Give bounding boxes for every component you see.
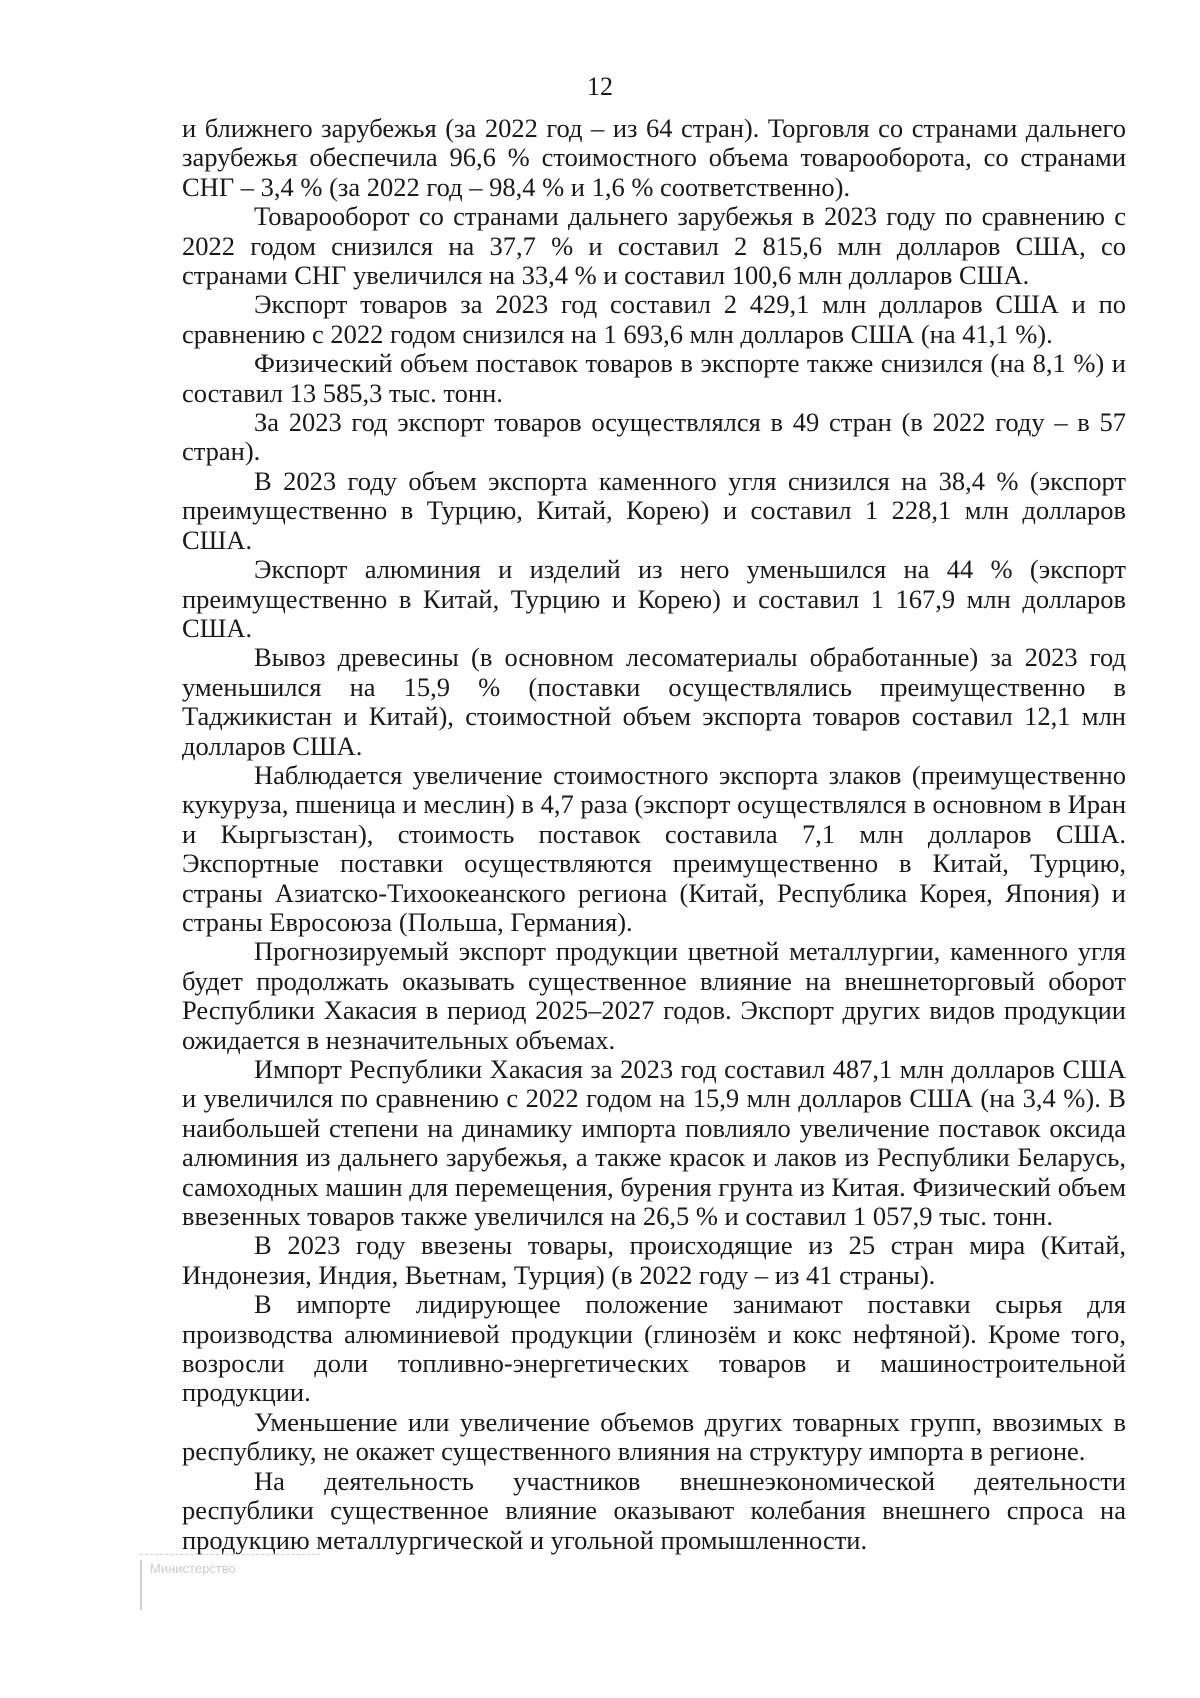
document-body: [182, 114, 1126, 1555]
paragraph: Импорт Республики Хакасия за 2023 год составил 487,1 млн долларов США и увеличился по сравнению с 2022 годом на 15,9 млн долларов США (на 3,4 %). В наибольшей степени на динамику импорта повлияло увеличение поставок оксида алюминия из дальнего зарубежья, а также красок и лаков из Республики Беларусь, самоходных машин для перемещения, бурения грунта из Китая. Физический объем ввезенных товаров также увеличился на 26,5 % и составил 1 057,9 тыс. тонн.: [182, 1054, 1126, 1232]
stamp-divider: [140, 1554, 320, 1556]
paragraph: Наблюдается увеличение стоимостного экспорта злаков (преимущественно кукуруза, пшеница и меслин) в 4,7 раза (экспорт осуществлялся в основном в Иран и Кыргызстан), стоимость поставок составила 7,1 млн долларов США. Экспортные поставки осуществляются преимущественно в Китай, Турцию, страны Азиатско-Тихоокеанского региона (Китай, Республика Корея, Япония) и страны Евросоюза (Польша, Германия).: [182, 759, 1126, 937]
stamp-line: Министерство: [150, 1561, 236, 1576]
paragraph: Экспорт товаров за 2023 год составил 2 429,1 млн долларов США и по сравнению с 2022 годом снизился на 1 693,6 млн долларов США (на 41,1 %).: [182, 289, 1126, 349]
faint-stamp: [140, 1560, 380, 1610]
paragraph: Товарооборот со странами дальнего зарубежья в 2023 году по сравнению с 2022 годом снизился на 37,7 % и составил 2 815,6 млн долларов США, со странами СНГ увеличился на 33,4 % и составил 100,6 млн долларов США.: [182, 201, 1126, 291]
paragraph: Физический объем поставок товаров в экспорте также снизился (на 8,1 %) и составил 13 585,3 тыс. тонн.: [182, 348, 1126, 408]
paragraph: В 2023 году объем экспорта каменного угля снизился на 38,4 % (экспорт преимущественно в Турцию, Китай, Корею) и составил 1 228,1 млн долларов США.: [182, 465, 1126, 555]
paragraph: За 2023 год экспорт товаров осуществлялся в 49 стран (в 2022 году – в 57 стран).: [182, 407, 1126, 467]
paragraph: В импорте лидирующее положение занимают поставки сырья для производства алюминиевой продукции (глинозём и кокс нефтяной). Кроме того, возросли доли топливно-энергетических товаров и машиностроительной продукции.: [182, 1289, 1126, 1408]
page-number: 12: [587, 72, 613, 101]
paragraph: Экспорт алюминия и изделий из него уменьшился на 44 % (экспорт преимущественно в Китай, Турцию и Корею) и составил 1 167,9 млн долларов США.: [182, 554, 1126, 643]
paragraph: Уменьшение или увеличение объемов других товарных групп, ввозимых в республику, не окажет существенного влияния на структуру импорта в регионе.: [182, 1406, 1126, 1467]
paragraph: В 2023 году ввезены товары, происходящие из 25 стран мира (Китай, Индонезия, Индия, Вьетнам, Турция) (в 2022 году – из 41 страны).: [182, 1230, 1126, 1290]
paragraph: Вывоз древесины (в основном лесоматериалы обработанные) за 2023 год уменьшился на 15,9 % (поставки осуществлялись преимущественно в Таджикистан и Китай), стоимостной объем экспорта товаров составил 12,1 млн долларов США.: [182, 642, 1126, 761]
paragraph: Прогнозируемый экспорт продукции цветной металлургии, каменного угля будет продолжать оказывать существенное влияние на внешнеторговый оборот Республики Хакасия в период 2025–2027 годов. Экспорт других видов продукции ожидается в незначительных объемах.: [182, 936, 1126, 1055]
paragraph: На деятельность участников внешнеэкономической деятельности республики существенное влияние оказывают колебания внешнего спроса на продукцию металлургической и угольной промышленности.: [182, 1465, 1126, 1555]
paragraph: и ближнего зарубежья (за 2022 год – из 64 стран). Торговля со странами дальнего зарубежья обеспечила 96,6 % стоимостного объема товарооборота, со странами СНГ – 3,4 % (за 2022 год – 98,4 % и 1,6 % соответственно).: [182, 113, 1126, 202]
